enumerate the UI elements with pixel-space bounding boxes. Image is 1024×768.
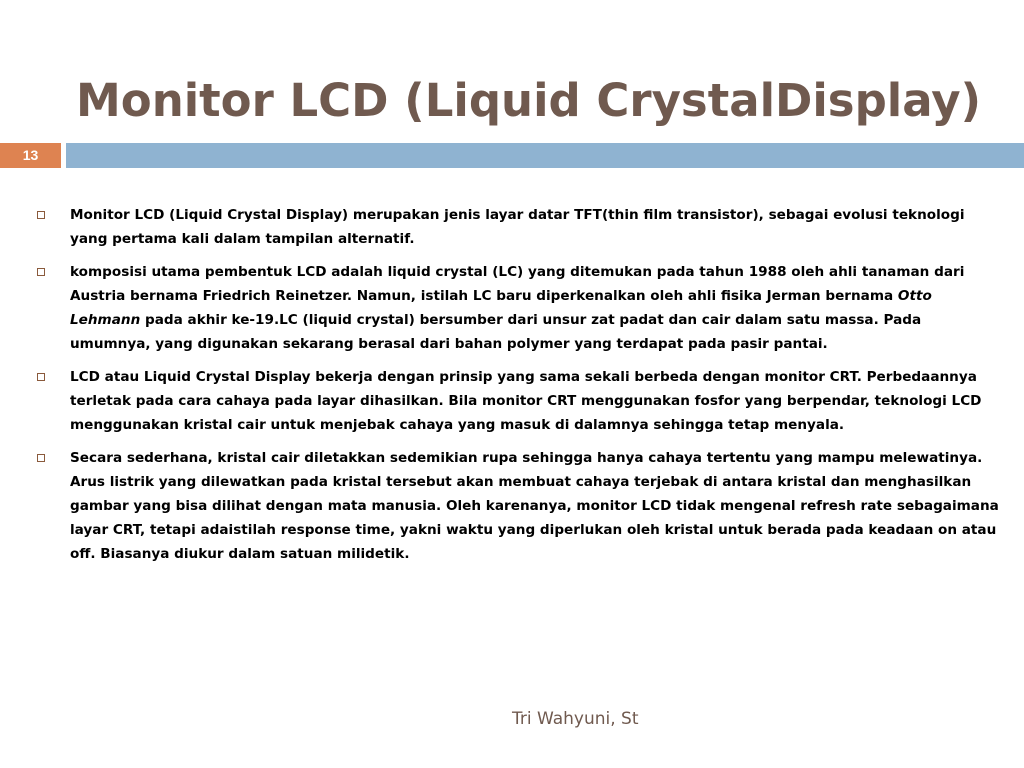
bullet-item [34,365,1004,437]
slide-title: Monitor LCD (Liquid CrystalDisplay) [76,74,982,127]
title-rule-bar [66,143,1024,168]
bullet-item [34,446,1004,566]
bullet-text: Secara sederhana, kristal cair diletakkan sedemikian rupa sehingga hanya cahaya tertentu yang mampu melewatinya. Arus listrik yang dilewatkan pada kristal tersebut akan membuat cahaya terjebak di antara kristal dan menghasilkan gambar yang bisa dilihat dengan mata manusia. Oleh karenanya, monitor LCD tidak mengenal refresh rate sebagaimana layar CRT, tetapi adaistilah response time, yakni waktu yang diperlukan oleh kristal untuk berada pada keadaan on atau off. Biasanya diukur dalam satuan milidetik. [70,450,999,562]
bullet-text-part: pada akhir ke-19.LC (liquid crystal) bersumber dari unsur zat padat dan cair dalam satu massa. Pada umumnya, yang digunakan sekarang berasal dari bahan polymer yang terdapat pada pasir pantai. [70,312,922,352]
square-bullet-icon [37,268,45,276]
footer-author: Tri Wahyuni, St [512,709,639,729]
bullet-text: Monitor LCD (Liquid Crystal Display) merupakan jenis layar datar TFT(thin film transistor), sebagai evolusi teknologi yang pertama kali dalam tampilan alternatif. [70,207,965,247]
bullet-text-part: komposisi utama pembentuk LCD adalah liquid crystal (LC) yang ditemukan pada tahun 1988 oleh ahli tanaman dari Austria bernama Friedrich Reinetzer. Namun, istilah LC baru diperkenalkan oleh ahli fisika Jerman bernama [70,264,965,304]
bullet-item [34,260,1004,356]
bullet-text: LCD atau Liquid Crystal Display bekerja dengan prinsip yang sama sekali berbeda dengan monitor CRT. Perbedaannya terletak pada cara cahaya pada layar dihasilkan. Bila monitor CRT menggunakan fosfor yang berpendar, teknologi LCD menggunakan kristal cair untuk menjebak cahaya yang masuk di dalamnya sehingga tetap menyala. [70,369,982,433]
slide-number-badge: 13 [0,143,61,168]
square-bullet-icon [37,373,45,381]
square-bullet-icon [37,211,45,219]
bullet-item [34,203,1004,251]
square-bullet-icon [37,454,45,462]
bullet-italic-name: Otto Lehmann [70,288,932,328]
bullet-list [34,203,1004,575]
